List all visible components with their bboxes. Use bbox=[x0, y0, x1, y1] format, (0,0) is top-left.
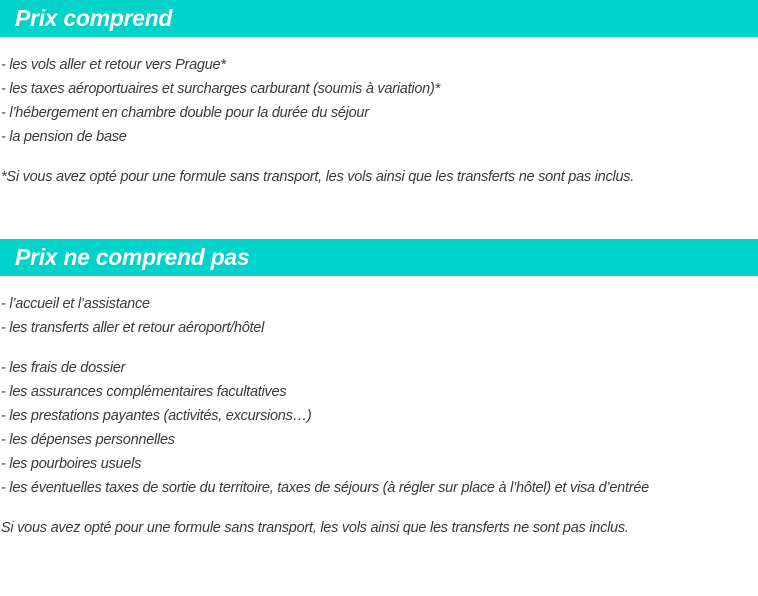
section-header-included bbox=[0, 0, 758, 37]
included-item: - les taxes aéroportuaires et surcharges carburant (soumis à variation)* bbox=[1, 81, 440, 97]
included-footnote: *Si vous avez opté pour une formule sans transport, les vols ainsi que les transferts ne sont pas inclus. bbox=[1, 169, 635, 185]
not-included-item: - les transferts aller et retour aéroport/hôtel bbox=[1, 320, 265, 336]
included-item: - les vols aller et retour vers Prague* bbox=[1, 57, 226, 73]
not-included-item: - les dépenses personnelles bbox=[1, 432, 175, 448]
not-included-item: - les éventuelles taxes de sortie du territoire, taxes de séjours (à régler sur place à l’hôtel) et visa d’entrée bbox=[1, 480, 649, 496]
section-header-not-included bbox=[0, 239, 758, 276]
not-included-item: - les assurances complémentaires facultatives bbox=[1, 384, 287, 400]
not-included-item: - les prestations payantes (activités, excursions…) bbox=[1, 408, 312, 424]
not-included-item: - l’accueil et l’assistance bbox=[1, 296, 150, 312]
section-title-included: Prix comprend bbox=[15, 5, 173, 31]
included-item: - l’hébergement en chambre double pour la durée du séjour bbox=[1, 105, 369, 121]
not-included-item: - les pourboires usuels bbox=[1, 456, 142, 472]
section-title-not-included: Prix ne comprend pas bbox=[15, 244, 250, 270]
not-included-footnote: Si vous avez opté pour une formule sans transport, les vols ainsi que les transferts ne sont pas inclus. bbox=[1, 520, 629, 536]
included-item: - la pension de base bbox=[1, 129, 127, 145]
not-included-item: - les frais de dossier bbox=[1, 360, 126, 376]
